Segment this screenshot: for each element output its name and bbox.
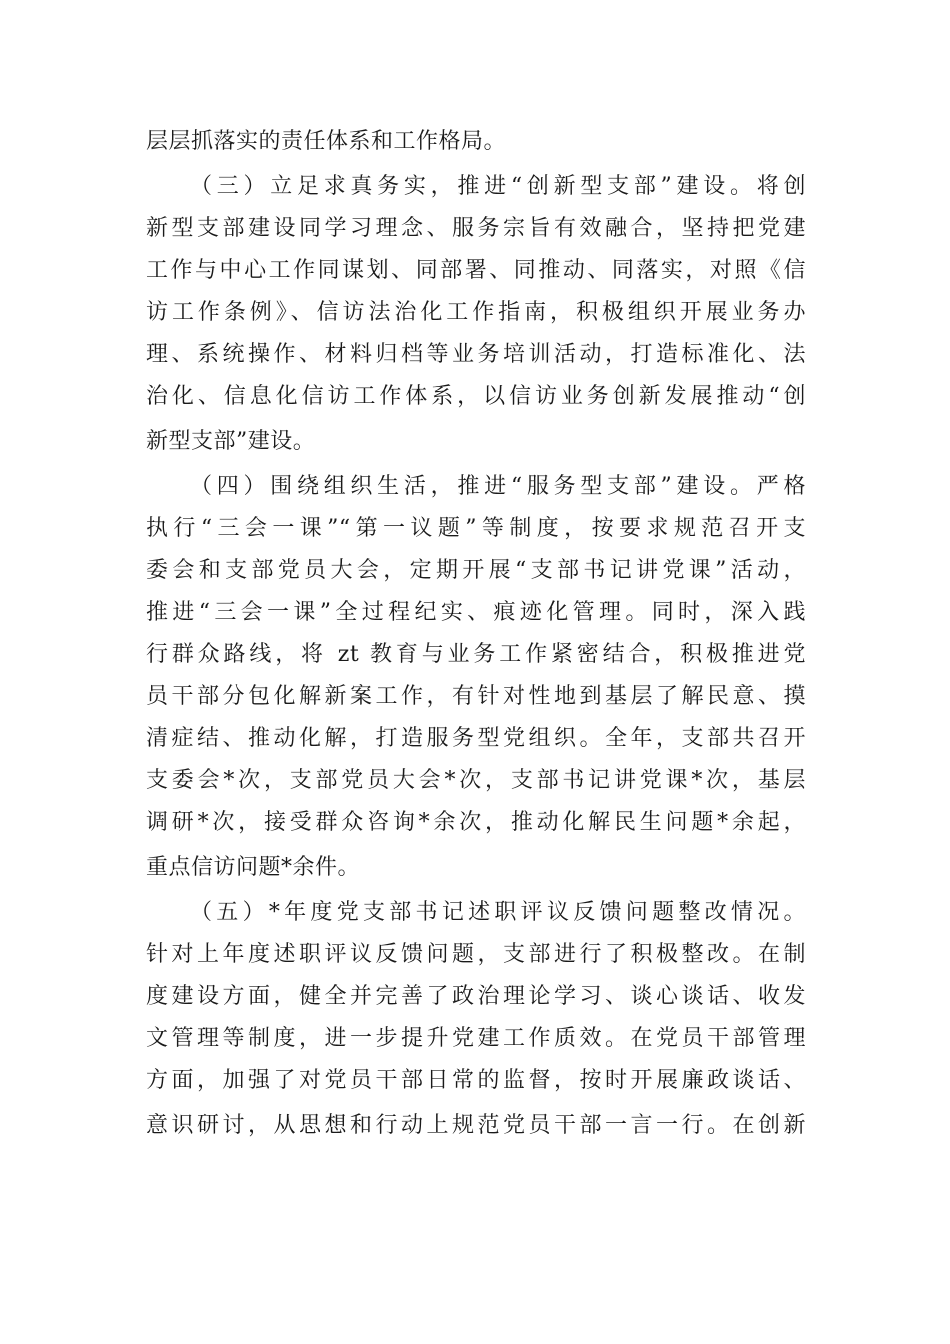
text-line: 工作与中心工作同谋划、同部署、同推动、同落实，对照《信 bbox=[146, 258, 806, 283]
text-line: 支委会*次，支部党员大会*次，支部书记讲党课*次，基层 bbox=[146, 768, 806, 793]
text-line: 员干部分包化解新案工作，有针对性地到基层了解民意、摸 bbox=[146, 684, 806, 709]
text-line: 重点信访问题*余件。 bbox=[146, 855, 361, 880]
text-line: 推进“三会一课”全过程纪实、痕迹化管理。同时，深入践 bbox=[146, 600, 806, 625]
text-line: 文管理等制度，进一步提升党建工作质效。在党员干部管理 bbox=[146, 1026, 806, 1051]
text-line: 行群众路线，将 zt 教育与业务工作紧密结合，积极推进党 bbox=[146, 642, 806, 667]
text-line: 访工作条例》、信访法治化工作指南，积极组织开展业务办 bbox=[146, 300, 806, 325]
text-line: 理、系统操作、材料归档等业务培训活动，打造标准化、法 bbox=[146, 342, 806, 367]
text-line: 清症结、推动化解，打造服务型党组织。全年，支部共召开 bbox=[146, 726, 806, 751]
text-line: （四）围绕组织生活，推进“服务型支部”建设。严格 bbox=[190, 474, 806, 499]
text-line: 新型支部”建设。 bbox=[146, 429, 316, 454]
text-line: 层层抓落实的责任体系和工作格局。 bbox=[146, 129, 507, 154]
text-line: 委会和支部党员大会，定期开展“支部书记讲党课”活动， bbox=[146, 558, 806, 583]
text-line: 针对上年度述职评议反馈问题，支部进行了积极整改。在制 bbox=[146, 942, 806, 967]
text-line: 调研*次，接受群众咨询*余次，推动化解民生问题*余起， bbox=[146, 810, 806, 835]
text-line: 方面，加强了对党员干部日常的监督，按时开展廉政谈话、 bbox=[146, 1068, 806, 1093]
text-line: 治化、信息化信访工作体系，以信访业务创新发展推动“创 bbox=[146, 384, 806, 409]
text-line: 新型支部建设同学习理念、服务宗旨有效融合，坚持把党建 bbox=[146, 216, 806, 241]
text-line: （三）立足求真务实，推进“创新型支部”建设。将创 bbox=[190, 174, 806, 199]
text-line: 执行“三会一课”“第一议题”等制度，按要求规范召开支 bbox=[146, 516, 806, 541]
text-line: 度建设方面，健全并完善了政治理论学习、谈心谈话、收发 bbox=[146, 984, 806, 1009]
text-line: 意识研讨，从思想和行动上规范党员干部一言一行。在创新 bbox=[146, 1113, 806, 1138]
text-line: （五）*年度党支部书记述职评议反馈问题整改情况。 bbox=[190, 900, 806, 925]
